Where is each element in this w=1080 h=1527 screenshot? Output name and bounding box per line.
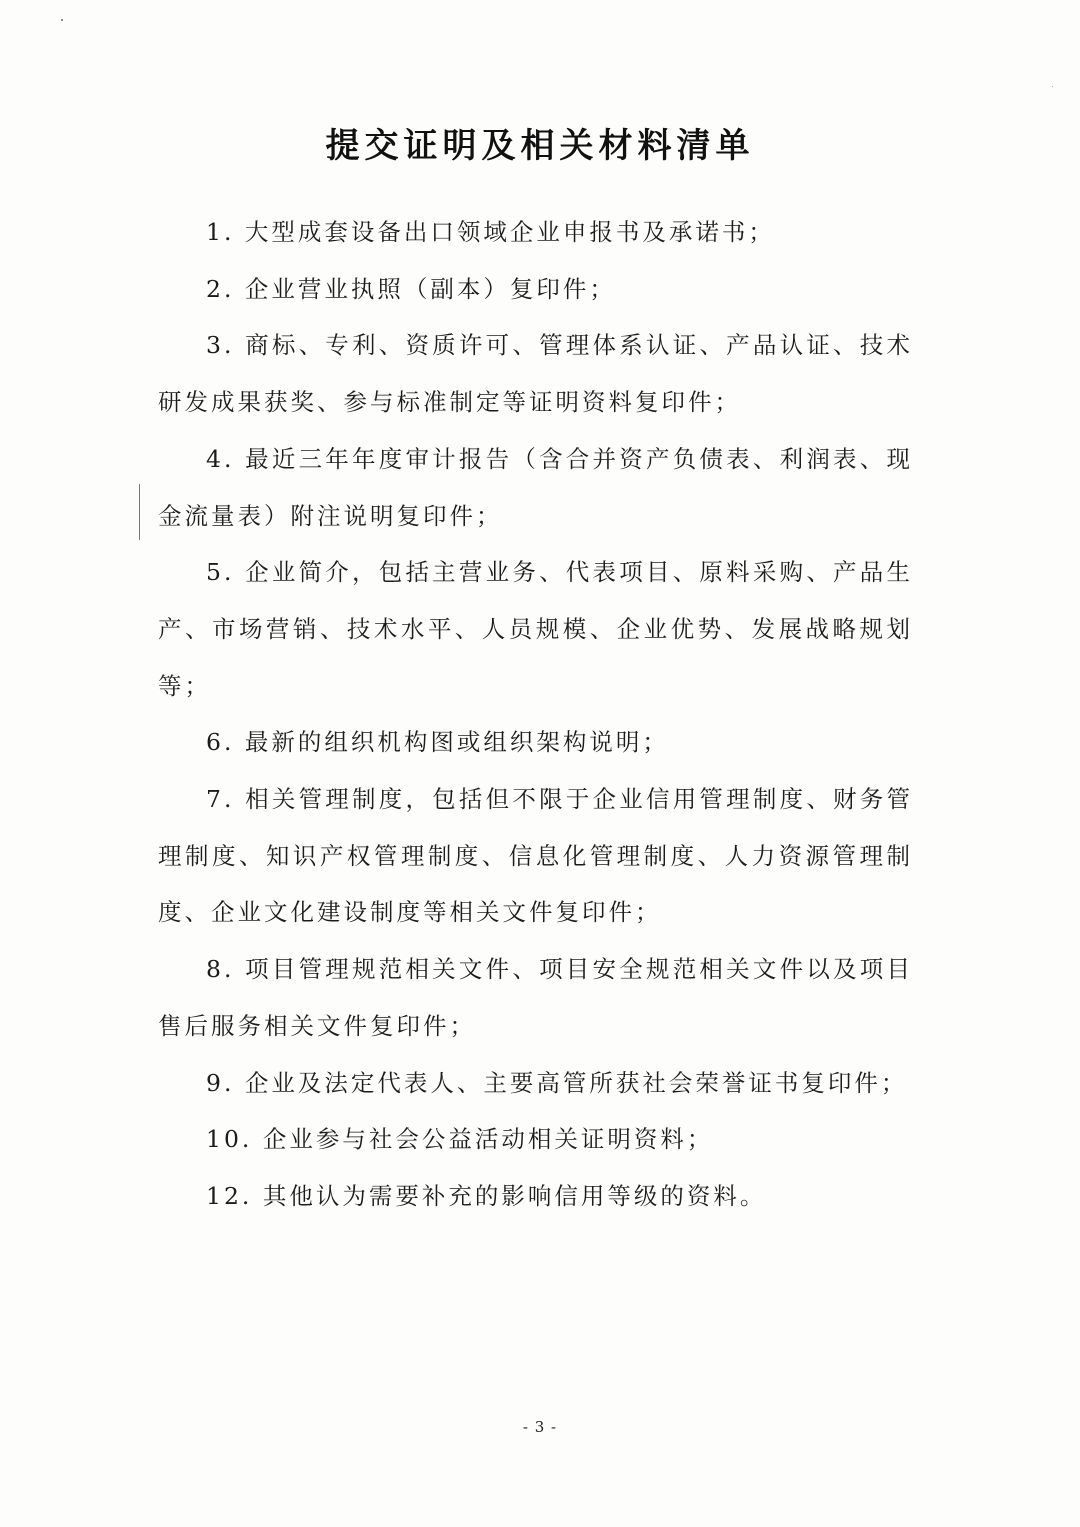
list-item: 5. 企业简介，包括主营业务、代表项目、原料采购、产品生产、市场营销、技术水平、人员规模、企业优势、发展战略规划等； (158, 558, 913, 700)
list-item: 8. 项目管理规范相关文件、项目安全规范相关文件以及项目售后服务相关文件复印件； (158, 955, 913, 1040)
list-item: 10. 企业参与社会公益活动相关证明资料； (206, 1125, 714, 1154)
list-item: 9. 企业及法定代表人、主要高管所获社会荣誉证书复印件； (206, 1068, 908, 1097)
list-item: 4. 最近三年年度审计报告（含合并资产负债表、利润表、现金流量表）附注说明复印件； (158, 444, 913, 530)
scan-speck (61, 19, 63, 21)
page-title: 提交证明及相关材料清单 (325, 126, 755, 166)
list-item: 6. 最新的组织机构图或组织架构说明； (206, 728, 669, 757)
materials-list (158, 204, 913, 1225)
scan-speck (1052, 86, 1053, 87)
list-item: 3. 商标、专利、资质许可、管理体系认证、产品认证、技术研发成果获奖、参与标准制定等证明资料复印件； (158, 331, 913, 417)
list-item: 7. 相关管理制度，包括但不限于企业信用管理制度、财务管理制度、知识产权管理制度、信息化管理制度、人力资源管理制度、企业文化建设制度等相关文件复印件； (158, 785, 913, 927)
list-item: 1. 大型成套设备出口领域企业申报书及承诺书； (206, 218, 775, 246)
page-number: - 3 - (522, 1418, 558, 1436)
list-item: 12. 其他认为需要补充的影响信用等级的资料。 (206, 1181, 767, 1210)
list-item: 2. 企业营业执照（副本）复印件； (206, 274, 616, 303)
scan-margin-mark (139, 484, 140, 540)
